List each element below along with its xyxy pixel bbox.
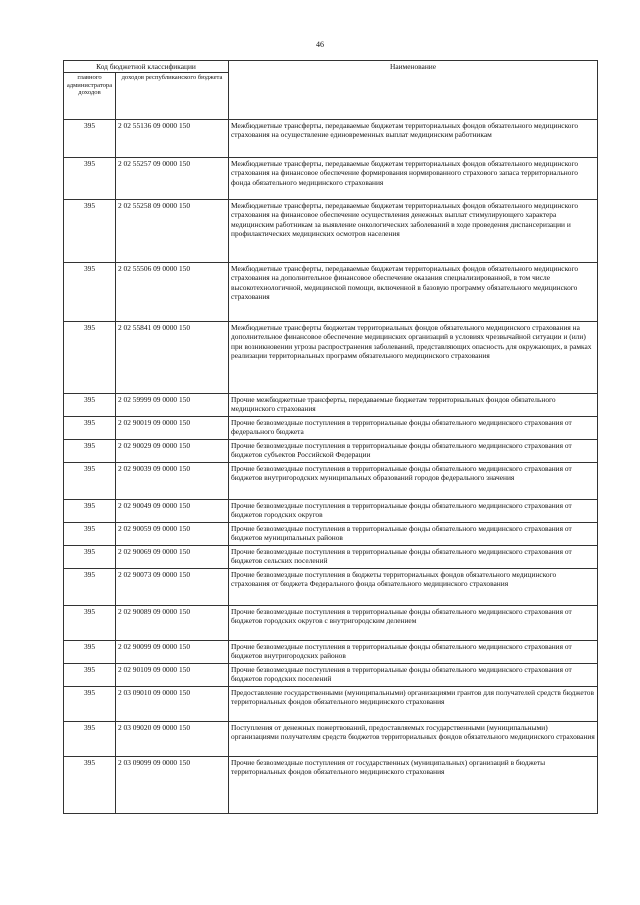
table-row bbox=[64, 417, 598, 440]
name-cell: Прочие безвозмездные поступления в бюджеты территориальных фондов обязательного медицинского страхования от бюджета Федерального фонда обязательного медицинского страхования bbox=[229, 569, 598, 606]
table-row bbox=[64, 440, 598, 463]
table-row bbox=[64, 569, 598, 606]
admin-code-cell: 395 bbox=[64, 440, 116, 463]
admin-code-cell: 395 bbox=[64, 569, 116, 606]
admin-code-cell: 395 bbox=[64, 722, 116, 757]
table-header-row bbox=[64, 61, 598, 73]
admin-code-cell: 395 bbox=[64, 523, 116, 546]
name-cell: Прочие безвозмездные поступления в территориальные фонды обязательного медицинского страхования от бюджетов субъектов Российской Федерации bbox=[229, 440, 598, 463]
admin-code-cell: 395 bbox=[64, 606, 116, 641]
table-row bbox=[64, 200, 598, 263]
group-header: Код бюджетной классификации bbox=[64, 61, 229, 73]
table-row bbox=[64, 523, 598, 546]
admin-code-cell: 395 bbox=[64, 757, 116, 814]
income-code-cell: 2 02 55258 09 0000 150 bbox=[116, 200, 229, 263]
income-code-cell: 2 02 90049 09 0000 150 bbox=[116, 500, 229, 523]
name-cell: Межбюджетные трансферты, передаваемые бюджетам территориальных фондов обязательного медицинского страхования на дополнительное финансовое обеспечение оказания специализированной, в том числе высокотехнологичной, медицинской помощи, включенной в базовую программу обязательного медицинского страхования bbox=[229, 263, 598, 322]
budget-classification-table bbox=[63, 60, 598, 814]
table-row bbox=[64, 722, 598, 757]
admin-column-header: главного администратора доходов bbox=[64, 73, 116, 120]
table-row bbox=[64, 263, 598, 322]
income-code-cell: 2 03 09010 09 0000 150 bbox=[116, 687, 229, 722]
table-row bbox=[64, 664, 598, 687]
income-code-cell: 2 02 90019 09 0000 150 bbox=[116, 417, 229, 440]
name-cell: Межбюджетные трансферты, передаваемые бюджетам территориальных фондов обязательного медицинского страхования на осуществление единовременных выплат медицинским работникам bbox=[229, 120, 598, 158]
table-row bbox=[64, 120, 598, 158]
income-code-cell: 2 02 59999 09 0000 150 bbox=[116, 394, 229, 417]
name-cell: Прочие безвозмездные поступления в территориальные фонды обязательного медицинского страхования от бюджетов муниципальных районов bbox=[229, 523, 598, 546]
admin-code-cell: 395 bbox=[64, 322, 116, 394]
income-code-cell: 2 02 90029 09 0000 150 bbox=[116, 440, 229, 463]
income-code-cell: 2 02 55136 09 0000 150 bbox=[116, 120, 229, 158]
name-cell: Прочие безвозмездные поступления в территориальные фонды обязательного медицинского страхования от бюджетов сельских поселений bbox=[229, 546, 598, 569]
admin-code-cell: 395 bbox=[64, 546, 116, 569]
admin-code-cell: 395 bbox=[64, 394, 116, 417]
table-row bbox=[64, 687, 598, 722]
name-cell: Поступления от денежных пожертвований, предоставляемых государственными (муниципальными) организациями получателям средств бюджетов территориальных фондов обязательного медицинского страхования bbox=[229, 722, 598, 757]
admin-code-cell: 395 bbox=[64, 158, 116, 200]
table-row bbox=[64, 606, 598, 641]
name-cell: Прочие безвозмездные поступления в территориальные фонды обязательного медицинского страхования от бюджетов внутригородских районов bbox=[229, 641, 598, 664]
income-code-cell: 2 02 90059 09 0000 150 bbox=[116, 523, 229, 546]
table-row bbox=[64, 757, 598, 814]
income-code-cell: 2 02 90109 09 0000 150 bbox=[116, 664, 229, 687]
admin-code-cell: 395 bbox=[64, 120, 116, 158]
table-body bbox=[64, 120, 598, 814]
name-cell: Прочие безвозмездные поступления в территориальные фонды обязательного медицинского страхования от федерального бюджета bbox=[229, 417, 598, 440]
income-code-cell: 2 02 90039 09 0000 150 bbox=[116, 463, 229, 500]
income-column-header: доходов республиканского бюджета bbox=[116, 73, 229, 120]
page-number: 46 bbox=[316, 40, 324, 49]
income-code-cell: 2 02 55841 09 0000 150 bbox=[116, 322, 229, 394]
admin-code-cell: 395 bbox=[64, 687, 116, 722]
admin-code-cell: 395 bbox=[64, 641, 116, 664]
table-row bbox=[64, 641, 598, 664]
table-row bbox=[64, 158, 598, 200]
name-cell: Прочие межбюджетные трансферты, передаваемые бюджетам территориальных фондов обязательного медицинского страхования bbox=[229, 394, 598, 417]
income-code-cell: 2 02 90089 09 0000 150 bbox=[116, 606, 229, 641]
table-row bbox=[64, 322, 598, 394]
income-code-cell: 2 02 90073 09 0000 150 bbox=[116, 569, 229, 606]
name-cell: Межбюджетные трансферты, передаваемые бюджетам территориальных фондов обязательного медицинского страхования на финансовое обеспечение формирования нормированного страхового запаса территориального фонда обязательного медицинского страхования bbox=[229, 158, 598, 200]
name-cell: Прочие безвозмездные поступления в территориальные фонды обязательного медицинского страхования от бюджетов внутригородских муниципальных образований городов федерального значения bbox=[229, 463, 598, 500]
admin-code-cell: 395 bbox=[64, 200, 116, 263]
income-code-cell: 2 02 55257 09 0000 150 bbox=[116, 158, 229, 200]
income-code-cell: 2 03 09099 09 0000 150 bbox=[116, 757, 229, 814]
name-cell: Прочие безвозмездные поступления в территориальные фонды обязательного медицинского страхования от бюджетов городских округов с внутригородским делением bbox=[229, 606, 598, 641]
name-cell: Межбюджетные трансферты, передаваемые бюджетам территориальных фондов обязательного медицинского страхования на финансовое обеспечение осуществления денежных выплат стимулирующего характера медицинским работникам за выявление онкологических заболеваний в ходе проведения диспансеризации и профилактических медицинских осмотров населения bbox=[229, 200, 598, 263]
admin-code-cell: 395 bbox=[64, 664, 116, 687]
name-cell: Прочие безвозмездные поступления в территориальные фонды обязательного медицинского страхования от бюджетов городских поселений bbox=[229, 664, 598, 687]
name-column-header: Наименование bbox=[229, 61, 598, 120]
name-cell: Предоставление государственными (муниципальными) организациями грантов для получателей средств бюджетов территориальных фондов обязательного медицинского страхования bbox=[229, 687, 598, 722]
name-cell: Межбюджетные трансферты бюджетам территориальных фондов обязательного медицинского страхования на дополнительное финансовое обеспечение медицинских организаций в условиях чрезвычайной ситуации и (или) при возникновении угрозы распространения заболеваний, представляющих опасность для окружающих, в рамках реализации территориальных программ обязательного медицинского страхования bbox=[229, 322, 598, 394]
income-code-cell: 2 02 90069 09 0000 150 bbox=[116, 546, 229, 569]
income-code-cell: 2 02 90099 09 0000 150 bbox=[116, 641, 229, 664]
name-cell: Прочие безвозмездные поступления от государственных (муниципальных) организаций в бюджеты территориальных фондов обязательного медицинского страхования bbox=[229, 757, 598, 814]
admin-code-cell: 395 bbox=[64, 500, 116, 523]
table-row bbox=[64, 463, 598, 500]
table-row bbox=[64, 546, 598, 569]
income-code-cell: 2 02 55506 09 0000 150 bbox=[116, 263, 229, 322]
table-row bbox=[64, 500, 598, 523]
table-row bbox=[64, 394, 598, 417]
admin-code-cell: 395 bbox=[64, 463, 116, 500]
name-cell: Прочие безвозмездные поступления в территориальные фонды обязательного медицинского страхования от бюджетов городских округов bbox=[229, 500, 598, 523]
income-code-cell: 2 03 09020 09 0000 150 bbox=[116, 722, 229, 757]
admin-code-cell: 395 bbox=[64, 417, 116, 440]
admin-code-cell: 395 bbox=[64, 263, 116, 322]
